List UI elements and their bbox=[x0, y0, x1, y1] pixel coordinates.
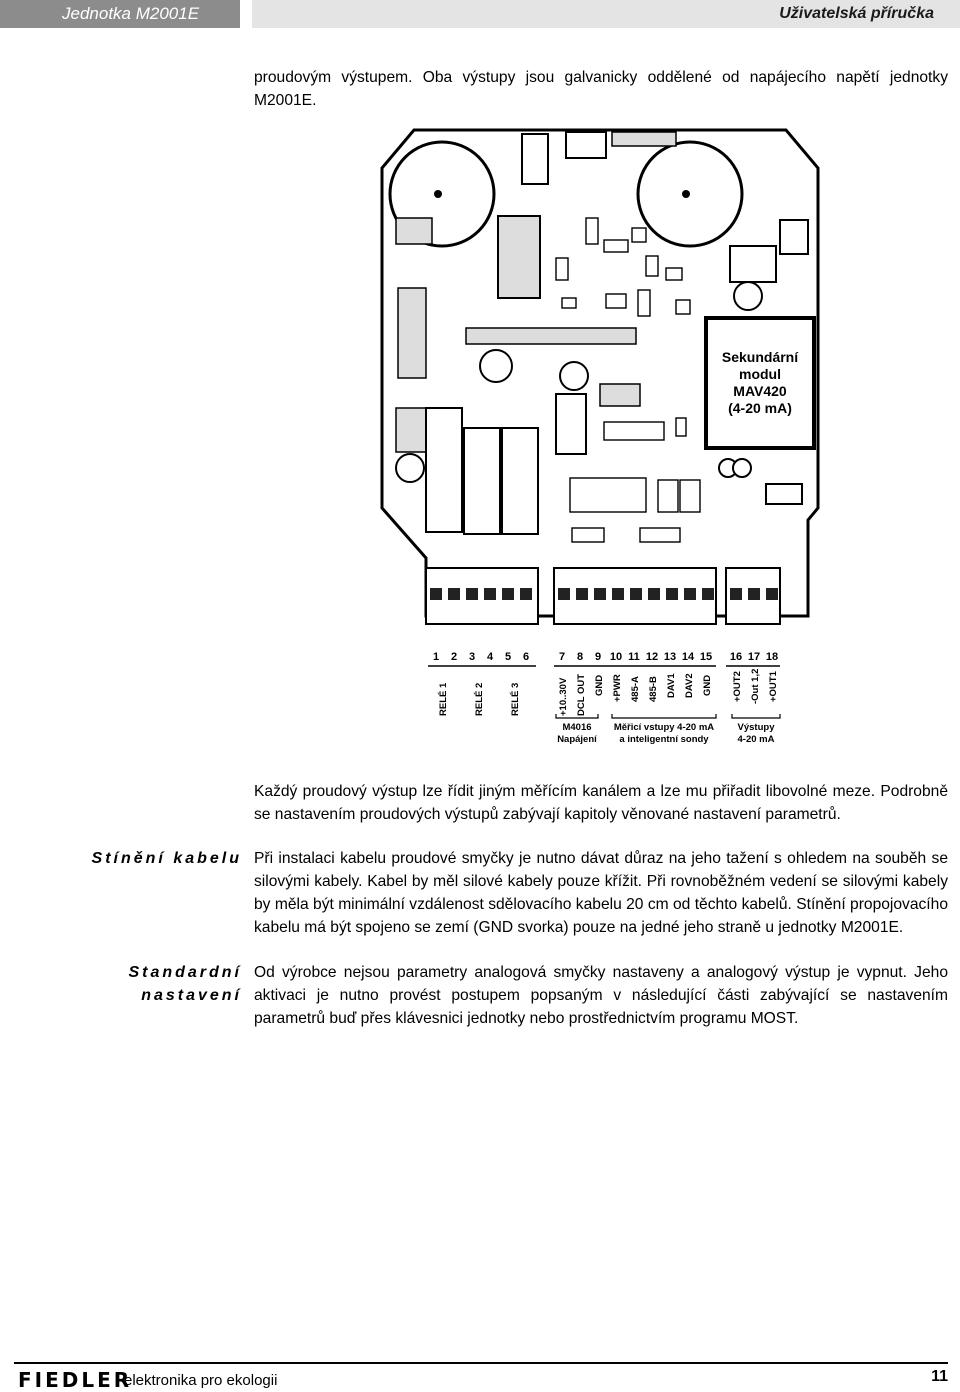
terminal-label: +OUT1 bbox=[768, 671, 779, 702]
terminal-number: 15 bbox=[699, 651, 713, 663]
terminal-label: 485-A bbox=[630, 676, 641, 702]
terminal-label: RELÉ 3 bbox=[510, 682, 521, 716]
group-label-outputs-sub: 4-20 mA bbox=[737, 734, 775, 745]
terminal-number: 7 bbox=[558, 651, 566, 663]
group-label-power: M4016 bbox=[562, 722, 592, 733]
heading-default-settings-line2: nastavení bbox=[141, 987, 242, 1004]
terminal-label: DCL OUT bbox=[576, 673, 587, 716]
module-line-3: MAV420 bbox=[733, 383, 787, 399]
terminal-number: 9 bbox=[594, 651, 602, 663]
page-header bbox=[0, 0, 960, 28]
terminal-number: 2 bbox=[450, 651, 458, 663]
paragraph-cable-shielding: Při instalaci kabelu proudové smyčky je nutno dávat důraz na jeho tažení s ohledem na souběh se silovými kabely. Kabel by měl silové kabely pouze křížit. Při rovnoběžném vedení se silovými kabely by měla být minimální vzdálenost sdělovacího kabelu 20 cm od těchto kabelů. Stínění propojovacího kabelu má být spojeno se zemí (GND svorka) pouze na jedné jeho straně u jednotky M2001E. bbox=[254, 850, 948, 936]
circuit-board-diagram bbox=[376, 128, 822, 748]
terminal-label: +10..30V bbox=[558, 677, 569, 716]
header-document-title: Jednotka M2001E bbox=[0, 0, 240, 28]
group-label-outputs: Výstupy bbox=[737, 722, 775, 733]
page-number: 11 bbox=[931, 1368, 948, 1385]
terminal-number: 17 bbox=[747, 651, 761, 663]
terminal-number: 5 bbox=[504, 651, 512, 663]
brand-logo: FIEDLER bbox=[18, 1368, 133, 1392]
terminal-block bbox=[426, 568, 780, 624]
terminal-number: 12 bbox=[645, 651, 659, 663]
terminal-number: 8 bbox=[576, 651, 584, 663]
module-line-1: Sekundární bbox=[721, 349, 799, 365]
terminal-number: 11 bbox=[628, 651, 640, 663]
brand-subtitle: elektronika pro ekologii bbox=[124, 1372, 278, 1389]
intro-text: proudovým výstupem. Oba výstupy jsou galvanicky oddělené od napájecího napětí jednotky M2001E. bbox=[254, 69, 948, 109]
terminal-label: RELÉ 1 bbox=[438, 682, 449, 716]
terminal-label: -Out 1,2 bbox=[750, 668, 761, 704]
module-line-4: (4-20 mA) bbox=[728, 400, 792, 416]
terminal-number: 18 bbox=[765, 651, 779, 663]
header-manual-title: Uživatelská příručka bbox=[252, 0, 960, 28]
terminal-number: 16 bbox=[729, 651, 743, 663]
heading-default-settings-line1: Standardní bbox=[128, 964, 242, 981]
terminal-number: 13 bbox=[663, 651, 677, 663]
terminal-label: RELÉ 2 bbox=[474, 682, 485, 716]
terminal-number: 6 bbox=[522, 651, 530, 663]
terminal-label: +OUT2 bbox=[732, 671, 743, 702]
terminal-number: 3 bbox=[468, 651, 476, 663]
module-line-2: modul bbox=[739, 366, 781, 382]
paragraph-current-outputs: Každý proudový výstup lze řídit jiným měřícím kanálem a lze mu přiřadit libovolné meze. Podrobně se nastavením proudových výstupů zabývají kapitoly věnované nastavení parametrů. bbox=[254, 783, 948, 823]
paragraph-default-settings: Od výrobce nejsou parametry analogová smyčky nastaveny a analogový výstup je vypnut. Jeho aktivaci je nutno provést postupem popsaným v následující části zabývající se nastavením parametrů buď přes klávesnici jednotky nebo prostřednictvím programu MOST. bbox=[254, 964, 948, 1027]
terminal-number: 4 bbox=[486, 651, 494, 663]
terminal-label: GND bbox=[702, 674, 713, 696]
terminal-number: 1 bbox=[432, 651, 440, 663]
group-label-inputs: Měřicí vstupy 4-20 mA bbox=[613, 722, 715, 733]
terminal-label: GND bbox=[594, 674, 605, 696]
heading-cable-shielding: Stínění kabelu bbox=[91, 850, 242, 867]
footer-rule bbox=[14, 1362, 948, 1364]
terminal-label: DAV2 bbox=[684, 673, 695, 698]
heading-default-settings bbox=[60, 961, 242, 1007]
terminal-label: 485-B bbox=[648, 676, 659, 702]
terminal-label: DAV1 bbox=[666, 673, 677, 698]
terminal-number: 14 bbox=[681, 651, 695, 663]
group-label-inputs-sub: a inteligentní sondy bbox=[619, 734, 709, 745]
terminal-label: +PWR bbox=[612, 674, 623, 702]
terminal-number: 10 bbox=[609, 651, 623, 663]
group-label-power-sub: Napájení bbox=[557, 734, 597, 745]
